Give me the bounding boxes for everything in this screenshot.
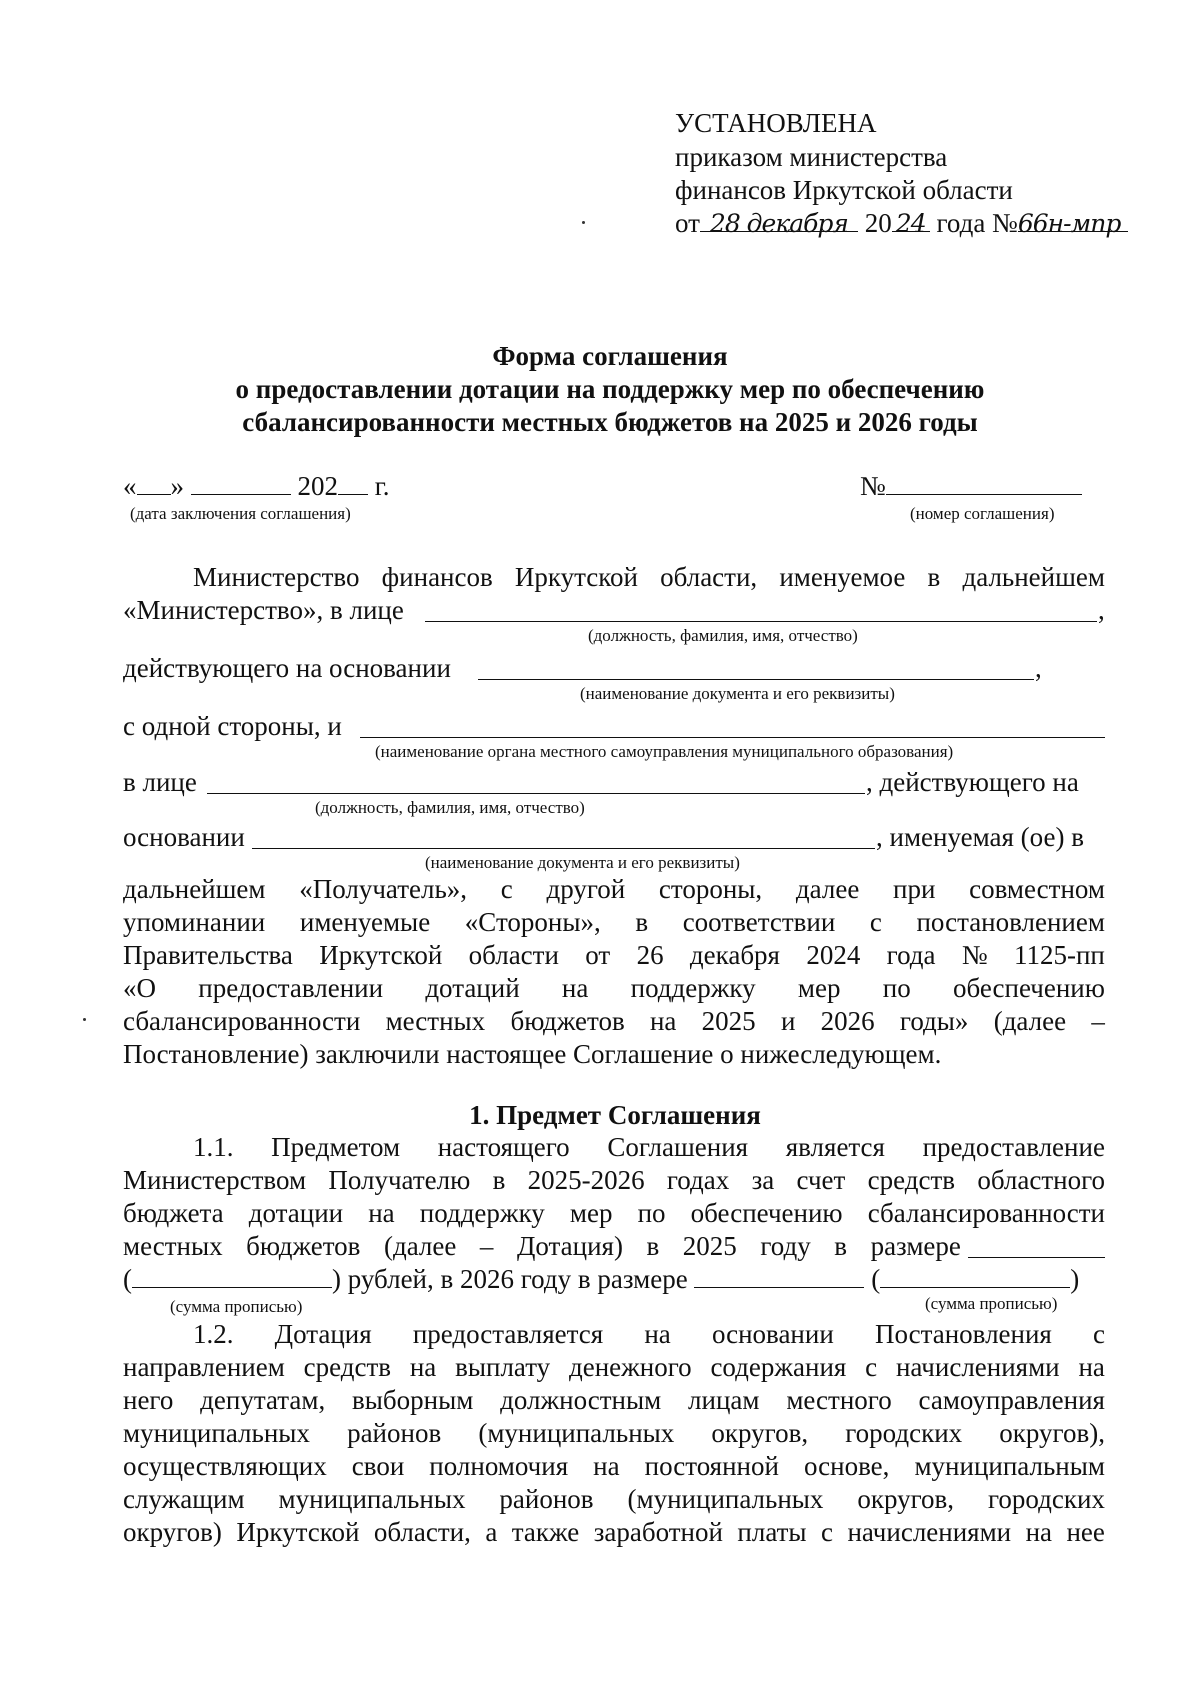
word: и [780, 1006, 796, 1036]
word: в [646, 1231, 660, 1261]
approval-date-handwritten: 28 декабря [700, 208, 858, 232]
word: Правительства [123, 940, 293, 970]
word: 2025 [682, 1231, 737, 1261]
word: депутатам, [200, 1385, 326, 1415]
recipient-basis-blank [252, 848, 875, 849]
sum-caption-1: (сумма прописью) [170, 1297, 303, 1316]
word: Иркутской [236, 1517, 360, 1547]
word: настоящего [437, 1132, 570, 1162]
word: районов [499, 1484, 594, 1514]
agreement-number [860, 470, 1082, 502]
word: Соглашения [607, 1132, 749, 1162]
word: него [123, 1385, 174, 1415]
approval-line-1: приказом министерства [675, 142, 948, 172]
agreement-date [123, 470, 390, 502]
word: Дотация [274, 1319, 372, 1349]
date-close-quote: » [170, 471, 184, 501]
word: в [492, 1165, 506, 1195]
word: на [409, 1352, 437, 1382]
word: годах [666, 1165, 730, 1195]
month-blank [191, 471, 291, 495]
word: 1.2. [193, 1319, 234, 1349]
word: области, [660, 562, 758, 592]
word: от [585, 940, 611, 970]
word: счет [796, 1165, 846, 1195]
parties-line-5b: , действующего на [866, 767, 1079, 797]
word: (далее [383, 1231, 457, 1261]
word: «О [123, 973, 156, 1003]
approval-year-prefix: 20 [864, 208, 892, 238]
word: муниципальным [914, 1451, 1105, 1481]
word: муниципальных [278, 1484, 466, 1514]
clause-1-2-line-6 [123, 1483, 1105, 1515]
word: средств [303, 1352, 392, 1382]
parties-line-5a: в лице [123, 767, 197, 797]
word: осуществляющих [123, 1451, 327, 1481]
parties-line-2: «Министерство», в лице [123, 595, 404, 625]
approval-line-2: финансов Иркутской области [675, 175, 1013, 205]
word: при [893, 874, 936, 904]
amount-2026-words-blank [880, 1264, 1070, 1288]
sum-caption-2: (сумма прописью) [925, 1294, 1058, 1313]
approval-from: от [675, 208, 700, 238]
word: дотаций [425, 973, 520, 1003]
date-year: 202 [297, 471, 338, 501]
word: средств [867, 1165, 956, 1195]
parties-line-6a: основании [123, 822, 245, 852]
word: городских [988, 1484, 1105, 1514]
word: Министерством [123, 1165, 307, 1195]
amount-2025-words-blank [132, 1264, 332, 1288]
parties-p-line-1 [123, 873, 1105, 905]
word: дальнейшем [962, 562, 1105, 592]
amount-2025-blank [968, 1257, 1105, 1258]
word: основе, [803, 1451, 890, 1481]
word: в [927, 562, 941, 592]
word: муниципальных [123, 1418, 310, 1448]
amount-2026-blank [694, 1264, 864, 1288]
word: в [834, 1231, 848, 1261]
word: за [751, 1165, 775, 1195]
word: областного [977, 1165, 1105, 1195]
word: 2024 [806, 940, 861, 970]
clause-1-2-line-4 [123, 1417, 1105, 1449]
word: Получателю [328, 1165, 471, 1195]
parties-p-line-3 [123, 939, 1105, 971]
word: районов [347, 1418, 442, 1448]
word: содержания [710, 1352, 847, 1382]
word: на [593, 1451, 620, 1481]
word: с [865, 1352, 878, 1382]
scan-speck [83, 1018, 86, 1021]
title-line-2: о предоставлении дотации на поддержку мер по обеспечению [235, 374, 985, 404]
word: платы [737, 1517, 807, 1547]
word: дальнейшем [123, 874, 266, 904]
word: 1125-пп [1013, 940, 1105, 970]
word: (муниципальных [478, 1418, 675, 1448]
approval-line-3 [675, 207, 1128, 239]
section-1-heading: 1. Предмет Соглашения [469, 1100, 761, 1130]
word: соответствии [682, 907, 836, 937]
word: выплату [455, 1352, 551, 1382]
word: самоуправления [918, 1385, 1105, 1415]
word: мер [797, 973, 841, 1003]
word: по [637, 1198, 666, 1228]
word: 2025-2026 [527, 1165, 645, 1195]
word: Предметом [271, 1132, 401, 1162]
word: округов), [999, 1418, 1105, 1448]
word: размере [870, 1231, 961, 1261]
word: сбалансированности [123, 1006, 361, 1036]
word: округов, [711, 1418, 809, 1448]
clause-1-2-line-2 [123, 1351, 1105, 1383]
word: бюджетов [246, 1231, 361, 1261]
word: области, [373, 1517, 471, 1547]
word: должностным [500, 1385, 662, 1415]
clause-1-1-line-5 [123, 1263, 1079, 1295]
word: Постановления [874, 1319, 1052, 1349]
word: лицам [688, 1385, 760, 1415]
basis-caption: (наименование документа и его реквизиты) [580, 684, 895, 703]
word: округов) [123, 1517, 222, 1547]
word: сбалансированности [867, 1198, 1105, 1228]
word: округов, [857, 1484, 955, 1514]
word: мер [569, 1198, 613, 1228]
word: Иркутской [319, 940, 443, 970]
word: а [485, 1517, 498, 1547]
word: совместном [969, 874, 1105, 904]
word: далее [795, 874, 860, 904]
word: 26 [636, 940, 664, 970]
word: Дотация) [516, 1231, 623, 1261]
title-line-3: сбалансированности местных бюджетов на 2025 и 2026 годы [242, 407, 978, 437]
word: предоставлении [198, 973, 384, 1003]
word: с [1093, 1319, 1105, 1349]
word: направлением [123, 1352, 285, 1382]
word: упоминании [123, 907, 266, 937]
word: именуемое [779, 562, 906, 592]
date-caption: (дата заключения соглашения) [130, 504, 351, 523]
word: основании [711, 1319, 834, 1349]
word: обеспечению [952, 973, 1105, 1003]
word: – [479, 1231, 494, 1261]
word: «Стороны», [464, 907, 601, 937]
word: Министерство [193, 562, 360, 592]
word: обеспечению [690, 1198, 843, 1228]
year-blank [338, 471, 368, 495]
title-line-1: Форма соглашения [492, 341, 728, 371]
number-sign: № [860, 471, 886, 501]
approval-status: УСТАНОВЛЕНА [675, 108, 877, 138]
word: начислениями [847, 1517, 1012, 1547]
parties-line-6b: , именуемая (ое) в [876, 822, 1084, 852]
clause-1-1-line-4 [123, 1230, 961, 1262]
date-open-quote: « [123, 471, 137, 501]
paren-close: ) [1070, 1264, 1080, 1294]
word: (далее [993, 1006, 1067, 1036]
recipient-caption: (наименование органа местного самоуправления муниципального образования) [375, 742, 954, 761]
word: 1.1. [193, 1132, 234, 1162]
clause-1-2-line-1 [193, 1318, 1105, 1350]
clause-1-1-line-2 [123, 1164, 1105, 1196]
approval-year-handwritten: 24 [892, 208, 930, 232]
word: местного [786, 1385, 892, 1415]
word: Иркутской [514, 562, 638, 592]
word: городских [845, 1418, 963, 1448]
word: по [882, 973, 911, 1003]
parties-p-line-5 [123, 1005, 1105, 1037]
word: года [886, 940, 936, 970]
paren-open: ( [123, 1264, 132, 1294]
word: декабря [689, 940, 780, 970]
word: именуемые [299, 907, 431, 937]
rubles-2026-text: ) рублей, в 2026 году в размере [332, 1264, 688, 1294]
word: «Получатель», [299, 874, 468, 904]
number-caption: (номер соглашения) [910, 504, 1055, 523]
word: предоставление [922, 1132, 1105, 1162]
representative-caption: (должность, фамилия, имя, отчество) [588, 626, 858, 645]
number-blank [886, 471, 1082, 495]
parties-p-line-4 [123, 972, 1105, 1004]
day-blank [137, 471, 171, 495]
recipient-blank [360, 737, 1105, 738]
word: на [1025, 1517, 1053, 1547]
word: стороны, [658, 874, 763, 904]
word: на [649, 1006, 677, 1036]
word: № [961, 940, 988, 970]
clause-1-1-line-3 [123, 1197, 1105, 1229]
word: финансов [381, 562, 493, 592]
parties-line-1 [193, 561, 1105, 593]
word: в [635, 907, 649, 937]
word: постановлением [916, 907, 1105, 937]
parties-line-3: действующего на основании [123, 653, 451, 683]
clause-1-2-line-5 [123, 1450, 1105, 1482]
word: постоянной [644, 1451, 779, 1481]
word: начислениями [895, 1352, 1060, 1382]
word: области [468, 940, 559, 970]
approval-year-suffix: года № [936, 208, 1018, 238]
word: местных [385, 1006, 486, 1036]
word: на [1078, 1352, 1105, 1382]
recipient-basis-caption: (наименование документа и его реквизиты) [425, 853, 740, 872]
word: поддержку [630, 973, 756, 1003]
word: году [760, 1231, 811, 1261]
date-g: г. [374, 471, 390, 501]
clause-1-2-line-3 [123, 1384, 1105, 1416]
comma: , [1098, 595, 1105, 625]
word: выборным [352, 1385, 474, 1415]
clause-1-2-line-7 [123, 1516, 1105, 1548]
word: другой [546, 874, 626, 904]
recipient-rep-blank [207, 793, 865, 794]
word: денежного [568, 1352, 692, 1382]
word: бюджетов [510, 1006, 625, 1036]
word: на [644, 1319, 671, 1349]
word: нее [1066, 1517, 1105, 1547]
clause-1-1-line-1 [193, 1131, 1105, 1163]
scan-speck [582, 221, 585, 224]
word: поддержку [419, 1198, 545, 1228]
word: 2026 [820, 1006, 875, 1036]
parties-p-line-6: Постановление) заключили настоящее Соглашение о нижеследующем. [123, 1039, 942, 1069]
recipient-rep-caption: (должность, фамилия, имя, отчество) [315, 798, 585, 817]
word: (муниципальных [627, 1484, 824, 1514]
parties-p-line-2 [123, 906, 1105, 938]
approval-number-handwritten: 66н-мпр [1018, 208, 1128, 232]
word: дотации [248, 1198, 344, 1228]
word: является [785, 1132, 885, 1162]
word: полномочия [429, 1451, 569, 1481]
word: на [561, 973, 589, 1003]
word: с [500, 874, 513, 904]
word: предоставляется [412, 1319, 604, 1349]
parties-line-4: с одной стороны, и [123, 711, 342, 741]
representative-blank [425, 621, 1097, 622]
word: бюджета [123, 1198, 224, 1228]
word: с [821, 1517, 833, 1547]
comma: , [1035, 653, 1042, 683]
word: с [869, 907, 882, 937]
word: свои [351, 1451, 405, 1481]
word: на [368, 1198, 395, 1228]
basis-blank [478, 679, 1034, 680]
word: служащим [123, 1484, 245, 1514]
word: местных [123, 1231, 223, 1261]
word: годы» [899, 1006, 969, 1036]
word: также [511, 1517, 580, 1547]
word: заработной [593, 1517, 723, 1547]
paren-open: ( [871, 1264, 881, 1294]
word: – [1091, 1006, 1105, 1036]
word: 2025 [701, 1006, 756, 1036]
